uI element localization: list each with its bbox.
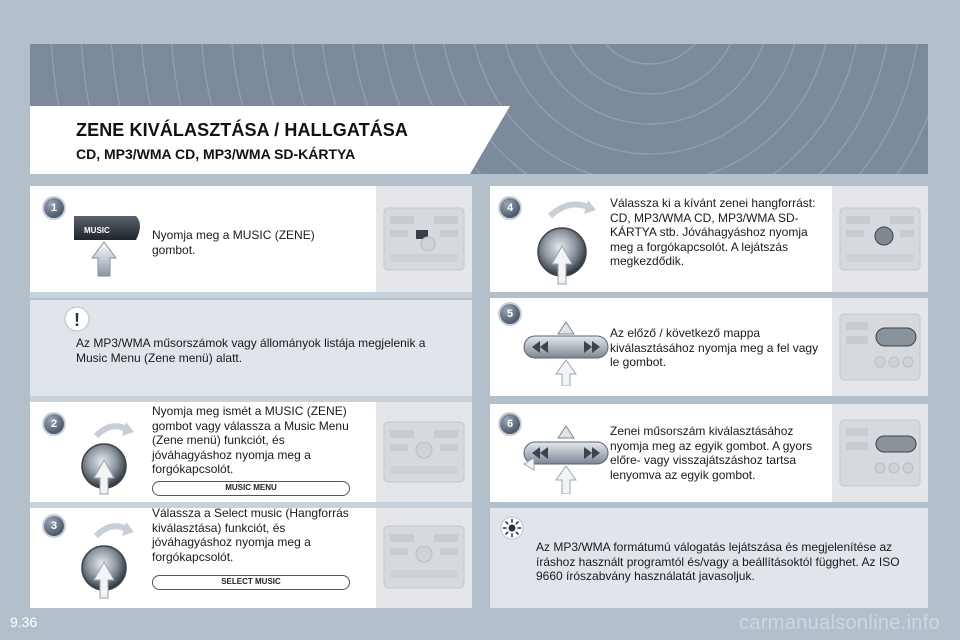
step-5-card [490, 298, 928, 396]
music-key-icon [70, 212, 150, 278]
step-6-text: Zenei műsorszám kiválasztásához nyomja meg az egyik gombot. A gyors előre- vagy visszajátszáshoz tartsa lenyomva az egyik gombot. [610, 424, 813, 482]
music-key-label: MUSIC [84, 226, 110, 235]
divider [30, 292, 472, 298]
step-3-radio-photo [376, 508, 472, 608]
step-3-badge: 3 [44, 516, 64, 536]
step-6-radio-photo [832, 404, 928, 502]
page-title: ZENE KIVÁLASZTÁSA / HALLGATÁSA [76, 120, 408, 140]
info-note [490, 508, 928, 608]
warning-note [30, 300, 472, 396]
step-4-card [490, 186, 928, 292]
step-1-text: Nyomja meg a MUSIC (ZENE) gombot. [152, 228, 315, 257]
step-2-badge: 2 [44, 414, 64, 434]
step-1-radio-photo [376, 186, 472, 292]
page-number: 9.36 [10, 614, 38, 630]
info-text: Az MP3/WMA formátumú válogatás lejátszása és megjelenítése az íráshoz használt programtól és/vagy a beállításoktól függhet. Az ISO 9660 írószabvány használatát javasoljuk. [536, 540, 900, 583]
rotary-knob-icon [76, 520, 138, 600]
step-4-radio-photo [832, 186, 928, 292]
step-2-text: Nyomja meg ismét a MUSIC (ZENE) gombot vagy válassza a Music Menu (Zene menü) funkciót, és jóváhagyáshoz nyomja meg a forgókapcsolót. [152, 404, 349, 476]
rotary-knob-icon [76, 420, 138, 496]
step-3-text: Válassza a Select music (Hangforrás kiválasztása) funkciót, és jóváhagyáshoz nyomja meg a forgókapcsolót. [152, 506, 349, 564]
step-3-card [30, 508, 472, 608]
page-subtitle: CD, MP3/WMA CD, MP3/WMA SD-KÁRTYA [76, 146, 356, 162]
step-1-card [30, 186, 472, 292]
title-box [30, 106, 470, 174]
step-4-text: Válassza ki a kívánt zenei hangforrást: CD, MP3/WMA CD, MP3/WMA SD-KÁRTYA stb. Jóváhagyáshoz nyomja meg a forgókapcsolót. A lejátszás megkezdődik. [610, 196, 816, 268]
up-down-buttons-icon [520, 320, 610, 386]
step-5-badge: 5 [500, 304, 520, 324]
watermark: carmanualsonline.info [739, 612, 940, 634]
step-5-radio-photo [832, 298, 928, 396]
info-sun-icon [500, 516, 524, 540]
rotary-knob-icon [530, 196, 600, 286]
left-right-buttons-icon [520, 424, 610, 494]
warning-mark: ! [74, 310, 80, 330]
step-2-radio-photo [376, 402, 472, 502]
step-2-card [30, 402, 472, 502]
select-music-label: SELECT MUSIC [152, 575, 350, 590]
step-5-text: Az előző / következő mappa kiválasztásához nyomja meg a fel vagy le gombot. [610, 326, 819, 369]
music-menu-label: MUSIC MENU [152, 481, 350, 496]
step-6-badge: 6 [500, 414, 520, 434]
step-1-badge: 1 [44, 198, 64, 218]
step-6-card [490, 404, 928, 502]
warning-icon [64, 306, 90, 332]
warning-text: Az MP3/WMA műsorszámok vagy állományok listája megjelenik a Music Menu (Zene menü) alatt. [76, 336, 426, 365]
step-4-badge: 4 [500, 198, 520, 218]
